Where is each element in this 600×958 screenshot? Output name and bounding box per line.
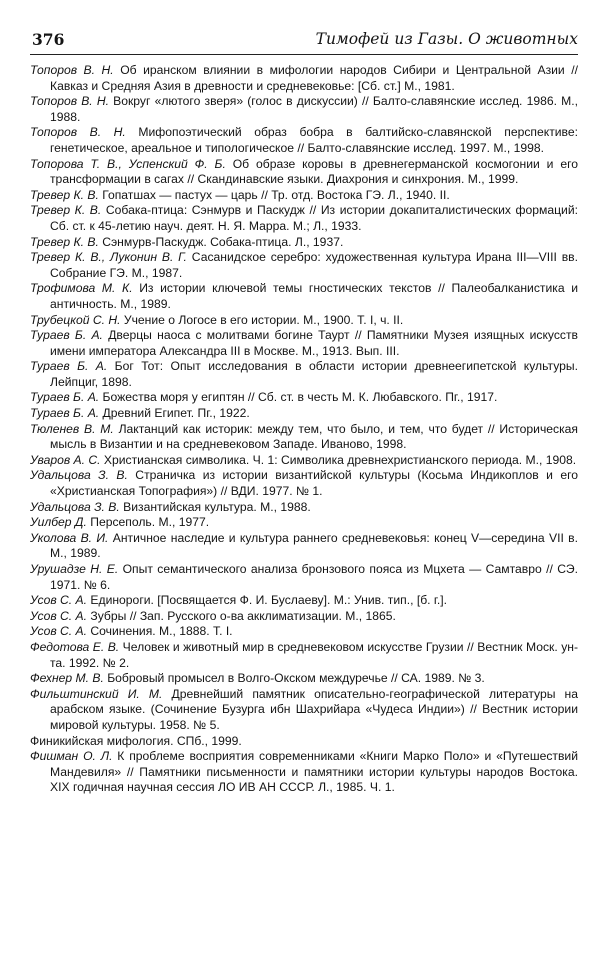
entry-text: Древний Египет. Пг., 1922.: [99, 406, 250, 421]
page-header: [30, 28, 578, 55]
entry-text: Дверцы наоса с молитвами богине Таурт // Памятники Музея изящных искусств имени императора Александра III в Москве. М., 1913. Вып. III.: [50, 328, 579, 358]
entry-author: Федотова Е. В.: [30, 639, 120, 654]
bibliography-entry: [30, 63, 578, 94]
entry-text: Бог Тот: Опыт исследования в области истории древнеегипетской культуры. Лейпциг, 1898.: [50, 359, 578, 389]
entry-text: Финикийская мифология. СПб., 1999.: [30, 733, 242, 748]
bibliography-entry: [30, 406, 578, 422]
entry-author: Тураев Б. А.: [30, 359, 108, 374]
bibliography-entry: [30, 313, 578, 329]
entry-text: Единороги. [Посвящается Ф. И. Буслаеву]. М.: Унив. тип., [б. г.].: [87, 593, 447, 608]
entry-author: Фишман О. Л.: [30, 749, 113, 764]
bibliography-entry: [30, 749, 578, 796]
entry-author: Трубецкой С. Н.: [30, 312, 121, 327]
entry-author: Топоров В. Н.: [30, 125, 126, 140]
entry-text: Сасанидское серебро: художественная культура Ирана III—VIII вв. Собрание ГЭ. М., 1987.: [50, 250, 578, 280]
bibliography-entry: [30, 500, 578, 516]
entry-author: Фильштинский И. М.: [30, 686, 163, 701]
entry-author: Тураев Б. А.: [30, 390, 100, 405]
bibliography-entry: [30, 422, 578, 453]
entry-text: Вокруг «лютого зверя» (голос в дискуссии) // Балто-славянские исслед. 1986. М., 1988.: [50, 94, 578, 124]
entry-text: Из истории ключевой темы гностических текстов // Палеобалканистика и античность. М., 1989.: [50, 281, 578, 311]
entry-text: Страничка из истории византийской культуры (Косьма Индикоплов и его «Христианская Топография») // ВДИ. 1977. № 1.: [50, 468, 578, 499]
entry-text: Бобровый промысел в Волго-Окском междуречье // СА. 1989. № 3.: [103, 671, 485, 686]
entry-text: Божества моря у египтян // Сб. ст. в честь М. К. Любавского. Пг., 1917.: [99, 390, 498, 405]
bibliography-entry: [30, 235, 578, 251]
entry-author: Уколова В. И.: [30, 530, 109, 545]
bibliography-entry: [30, 687, 578, 734]
page: [30, 28, 578, 928]
running-title: Тимофей из Газы. О животных: [315, 30, 578, 48]
entry-text: Лактанций как историк: между тем, что было, и тем, что будет // Историческая мысль в Византии и на средневековом Западе. Иваново, 1998.: [50, 421, 578, 452]
entry-author: Уваров А. С.: [30, 452, 101, 467]
entry-text: Сочинения. М., 1888. Т. I.: [87, 624, 233, 639]
bibliography-entry: [30, 531, 578, 562]
entry-text: Античное наследие и культура раннего средневековья: конец V—середина VII в. М., 1989.: [50, 530, 578, 561]
entry-author: Тревер К. В.: [30, 203, 102, 218]
page-number: 376: [32, 30, 65, 49]
bibliography-entry: [30, 640, 578, 671]
bibliography-entry: [30, 94, 578, 125]
bibliography-entry: [30, 515, 578, 531]
entry-text: Сэнмурв-Паскудж. Собака-птица. Л., 1937.: [98, 234, 344, 249]
entry-author: Усов С. А.: [30, 624, 88, 639]
entry-text: Собака-птица: Сэнмурв и Паскудж // Из истории докапиталистических формаций: Сб. ст. к 45-летию науч. деят. Н. Я. Марра. М.; Л., 1933.: [50, 203, 578, 233]
entry-text: Человек и животный мир в средневековом искусстве Грузии // Вестник Моск. ун-та. 1992. № 2.: [50, 639, 579, 670]
bibliography-entry: [30, 671, 578, 687]
bibliography-entry: [30, 359, 578, 390]
bibliography-entry: [30, 125, 578, 156]
bibliography-entry: [30, 624, 578, 640]
bibliography-entry: [30, 562, 578, 593]
entry-text: К проблеме восприятия современниками «Книги Марко Поло» и «Путешествий Мандевиля» // Памятники письменности и памятники истории культуры народов Востока. XIX годичная научная сессия ЛО ИВ АН СССР. Л., 1985. Ч. 1.: [50, 749, 578, 795]
entry-text: Гопатшах — пастух — царь // Тр. отд. Востока ГЭ. Л., 1940. II.: [98, 187, 450, 202]
entry-author: Топоров В. Н.: [30, 94, 109, 109]
entry-author: Тревер К. В., Луконин В. Г.: [30, 250, 187, 265]
entry-author: Трофимова М. К.: [30, 281, 133, 296]
bibliography-entry: [30, 157, 578, 188]
bibliography-entry: [30, 468, 578, 499]
entry-author: Усов С. А.: [30, 593, 88, 608]
bibliography-entry: [30, 609, 578, 625]
entry-text: Персеполь. М., 1977.: [86, 515, 210, 530]
entry-author: Уилбер Д.: [30, 515, 87, 530]
bibliography-entry: [30, 250, 578, 281]
bibliography-entry: [30, 390, 578, 406]
bibliography-entry: [30, 593, 578, 609]
entry-text: Об иранском влиянии в мифологии народов Сибири и Центральной Азии // Кавказ и Средняя Азия в древности и средневековье: [Сб. ст.] М., 1981.: [50, 63, 578, 93]
entry-author: Топоров В. Н.: [30, 63, 114, 77]
entry-text: Об образе коровы в древнегерманской космогонии и его трансформации в сагах // Скандинавские языки. Диахрония и синхрония. М., 1999.: [50, 156, 578, 187]
entry-author: Фехнер М. В.: [30, 671, 104, 686]
entry-author: Тюленев В. М.: [30, 421, 114, 436]
entry-author: Усов С. А.: [30, 608, 88, 623]
entry-author: Топорова Т. В., Успенский Ф. Б.: [30, 156, 226, 171]
bibliography-entry: [30, 281, 578, 312]
bibliography-entry: [30, 188, 578, 204]
entry-author: Тураев Б. А.: [30, 328, 103, 343]
entry-text: Христианская символика. Ч. 1: Символика древнехристианского периода. М., 1908.: [100, 452, 577, 467]
bibliography-entry: [30, 453, 578, 469]
entry-author: Удальцова З. В.: [30, 468, 128, 483]
entry-text: Учение о Логосе в его истории. М., 1900. Т. I, ч. II.: [120, 312, 404, 327]
bibliography-entry: [30, 203, 578, 234]
entry-author: Тревер К. В.: [30, 187, 99, 202]
entry-author: Урушадзе Н. Е.: [30, 562, 119, 576]
entry-text: Мифопоэтический образ бобра в балтийско-славянской перспективе: генетическое, ареальное и типологическое // Балто-славянские исслед. 1997. М., 1998.: [50, 125, 578, 155]
entry-text: Византийская культура. М., 1988.: [119, 499, 311, 514]
entry-author: Удальцова З. В.: [30, 499, 120, 514]
entry-author: Тураев Б. А.: [30, 406, 100, 421]
entry-author: Тревер К. В.: [30, 234, 99, 249]
entry-text: Древнейший памятник описательно-географической литературы на арабском языке. (Сочинение Бузурга ибн Шахрийара «Чудеса Индии») // Вестник истории мировой культуры. 1958. № 5.: [50, 686, 579, 732]
bibliography-entry: [30, 734, 578, 750]
entry-text: Зубры // Зап. Русского о-ва акклиматизации. М., 1865.: [87, 608, 396, 623]
bibliography-entry: [30, 328, 578, 359]
entry-text: Опыт семантического анализа бронзового пояса из Мцхета — Самтавро // СЭ. 1971. № 6.: [50, 562, 578, 592]
bibliography-list: [30, 63, 578, 796]
